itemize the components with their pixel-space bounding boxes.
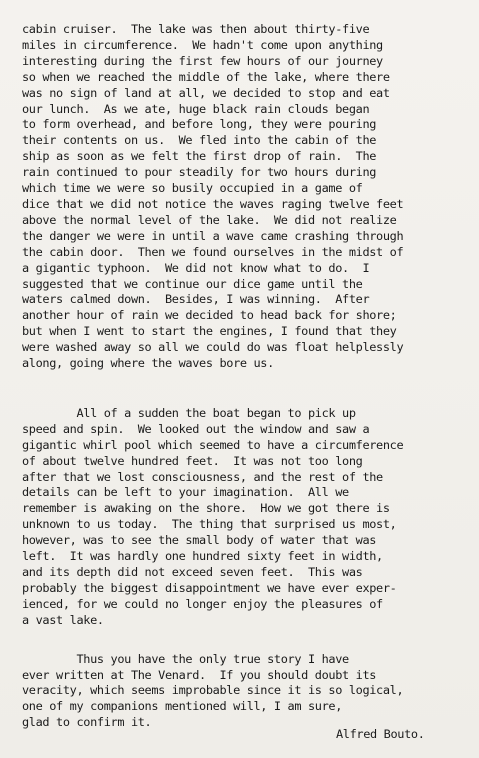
text-line: our lunch. As we ate, huge black rain clouds began bbox=[22, 101, 370, 116]
text-line: gigantic whirl pool which seemed to have a circumference bbox=[22, 437, 404, 452]
text-line: suggested that we continue our dice game until the bbox=[22, 276, 363, 291]
text-line: along, going where the waves bore us. bbox=[22, 356, 274, 371]
paragraph-1 bbox=[22, 22, 466, 372]
text-line: miles in circumference. We hadn't come upon anything bbox=[22, 37, 383, 52]
paragraph-3 bbox=[22, 652, 466, 732]
text-line: left. It was hardly one hundred sixty feet in width, bbox=[22, 549, 383, 564]
paragraph-gap bbox=[22, 629, 466, 652]
text-line: however, was to see the small body of water that was bbox=[22, 533, 377, 548]
paragraph-gap bbox=[22, 372, 466, 406]
text-line: All of a sudden the boat began to pick up bbox=[22, 405, 356, 420]
text-line: ship as soon as we felt the first drop of rain. The bbox=[22, 149, 377, 164]
text-line: which time we were so busily occupied in a game of bbox=[22, 181, 363, 196]
text-line: the danger we were in until a wave came crashing through bbox=[22, 228, 404, 243]
text-line: probably the biggest disappointment we have ever exper- bbox=[22, 580, 397, 595]
text-line: speed and spin. We looked out the window and saw a bbox=[22, 421, 370, 436]
text-line: a vast lake. bbox=[22, 612, 104, 627]
text-line: was no sign of land at all, we decided to stop and eat bbox=[22, 85, 390, 100]
text-line: after that we lost consciousness, and the rest of the bbox=[22, 469, 383, 484]
paragraph-2 bbox=[22, 406, 466, 629]
text-line: so when we reached the middle of the lake, where there bbox=[22, 69, 390, 84]
text-line: one of my companions mentioned will, I am sure, bbox=[22, 699, 343, 714]
text-line: ienced, for we could no longer enjoy the pleasures of bbox=[22, 596, 383, 611]
text-line: and its depth did not exceed seven feet. This was bbox=[22, 565, 363, 579]
text-line: cabin cruiser. The lake was then about thirty-five bbox=[22, 22, 370, 36]
author-signature: Alfred Bouto. bbox=[336, 727, 425, 741]
text-line: waters calmed down. Besides, I was winning. After bbox=[22, 292, 370, 307]
text-line: remember is awaking on the shore. How we got there is bbox=[22, 501, 390, 516]
text-line: ever written at The Venard. If you should doubt its bbox=[22, 667, 377, 682]
text-line: unknown to us today. The thing that surprised us most, bbox=[22, 517, 397, 532]
document-body bbox=[22, 22, 466, 731]
text-line: details can be left to your imagination. All we bbox=[22, 485, 349, 500]
text-line: of about twelve hundred feet. It was not too long bbox=[22, 453, 363, 468]
text-line: dice that we did not notice the waves raging twelve feet bbox=[22, 196, 404, 211]
text-line: to form overhead, and before long, they were pouring bbox=[22, 117, 377, 132]
text-line: glad to confirm it. bbox=[22, 715, 152, 730]
text-line: rain continued to pour steadily for two hours during bbox=[22, 165, 377, 180]
text-line: another hour of rain we decided to head back for shore; bbox=[22, 308, 397, 323]
text-line: the cabin door. Then we found ourselves in the midst of bbox=[22, 244, 404, 259]
text-line: interesting during the first few hours of our journey bbox=[22, 53, 383, 68]
text-line: were washed away so all we could do was float helplessly bbox=[22, 340, 404, 355]
text-line: but when I went to start the engines, I found that they bbox=[22, 324, 397, 339]
text-line: a gigantic typhoon. We did not know what to do. I bbox=[22, 260, 370, 275]
text-line: above the normal level of the lake. We did not realize bbox=[22, 212, 397, 227]
text-line: Thus you have the only true story I have bbox=[22, 651, 349, 666]
text-line: veracity, which seems improbable since it is so logical, bbox=[22, 683, 404, 698]
text-line: their contents on us. We fled into the cabin of the bbox=[22, 133, 377, 148]
